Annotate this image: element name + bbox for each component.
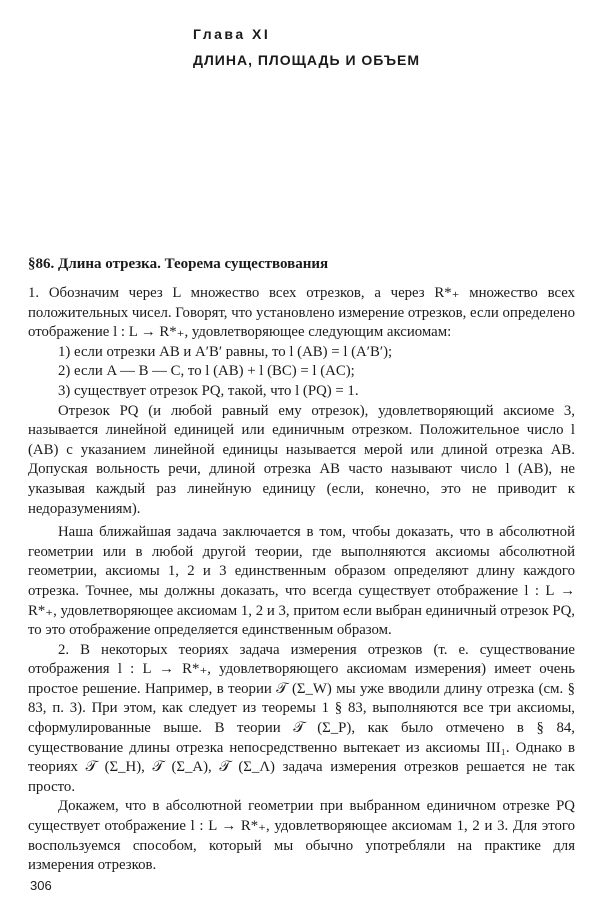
body-text — [28, 284, 575, 876]
chapter-label: Глава XI — [193, 26, 271, 42]
chapter-title: ДЛИНА, ПЛОЩАДЬ И ОБЪЕМ — [193, 52, 421, 68]
page-number: 306 — [30, 878, 52, 893]
paragraph-2: Отрезок PQ (и любой равный ему отрезок), удовлетворяющий аксиоме 3, называется линейной единицей или единичным отрезком. Положительное число l (AB) с указанием линейной единицы называется мерой или длиной отрезка AB. Допуская вольность речи, длиной отрезка AB часто называют число l (AB), не указывая каждый раз линейную единицу (если, конечно, это не приводит к недоразумениям). — [28, 402, 575, 517]
axiom-2: 2) если A — B — C, то l (AB) + l (BC) = l (AC); — [58, 363, 355, 380]
paragraph-4: 2. В некоторых теориях задача измерения отрезков (т. е. существование отображения l : L → R*₊, удовлетворяющего аксиомам измерения) имеет очень простое решение. Например, в теории 𝒯 (Σ_W) мы уже вводили длину отрезка (см. § 83, п. 3). При этом, как следует из теоремы 1 § 83, выполняются все три аксиомы, сформулированные выше. В теории 𝒯 (Σ_P), как было отмечено в § 84, существование длины отрезка непосредственно вытекает из аксиомы III₁. Однако в теориях 𝒯 (Σ_H), 𝒯 (Σ_A), 𝒯 (Σ_Λ) задача измерения отрезков решается не так просто. — [28, 641, 575, 795]
paragraph-3: Наша ближайшая задача заключается в том, чтобы доказать, что в абсолютной геометрии или в любой другой теории, где выполняются аксиомы абсолютной геометрии, аксиомы 1, 2 и 3 единственным образом определяют длину каждого отрезка. Точнее, мы должны доказать, что всегда существует отображение l : L → R*₊, удовлетворяющее аксиомам 1, 2 и 3, притом если выбран единичный отрезок PQ, то это отображение определяется единственным образом. — [28, 524, 575, 639]
paragraph-5: Докажем, что в абсолютной геометрии при выбранном единичном отрезке PQ существует отображение l : L → R*₊, удовлетворяющее аксиомам 1, 2 и 3. Для этого воспользуемся способом, который мы обычно употребляли на практике для измерения отрезков. — [28, 798, 575, 874]
paragraph-1: 1. Обозначим через L множество всех отрезков, а через R*₊ множество всех положительных чисел. Говорят, что установлено измерение отрезков, если определено отображение l : L → R*₊, удовлетворяющее следующим аксиомам: — [28, 285, 575, 341]
axiom-1: 1) если отрезки AB и A′B′ равны, то l (AB) = l (A′B′); — [58, 343, 393, 360]
section-heading: §86. Длина отрезка. Теорема существования — [28, 256, 329, 272]
axiom-3: 3) существует отрезок PQ, такой, что l (PQ) = 1. — [58, 382, 359, 399]
